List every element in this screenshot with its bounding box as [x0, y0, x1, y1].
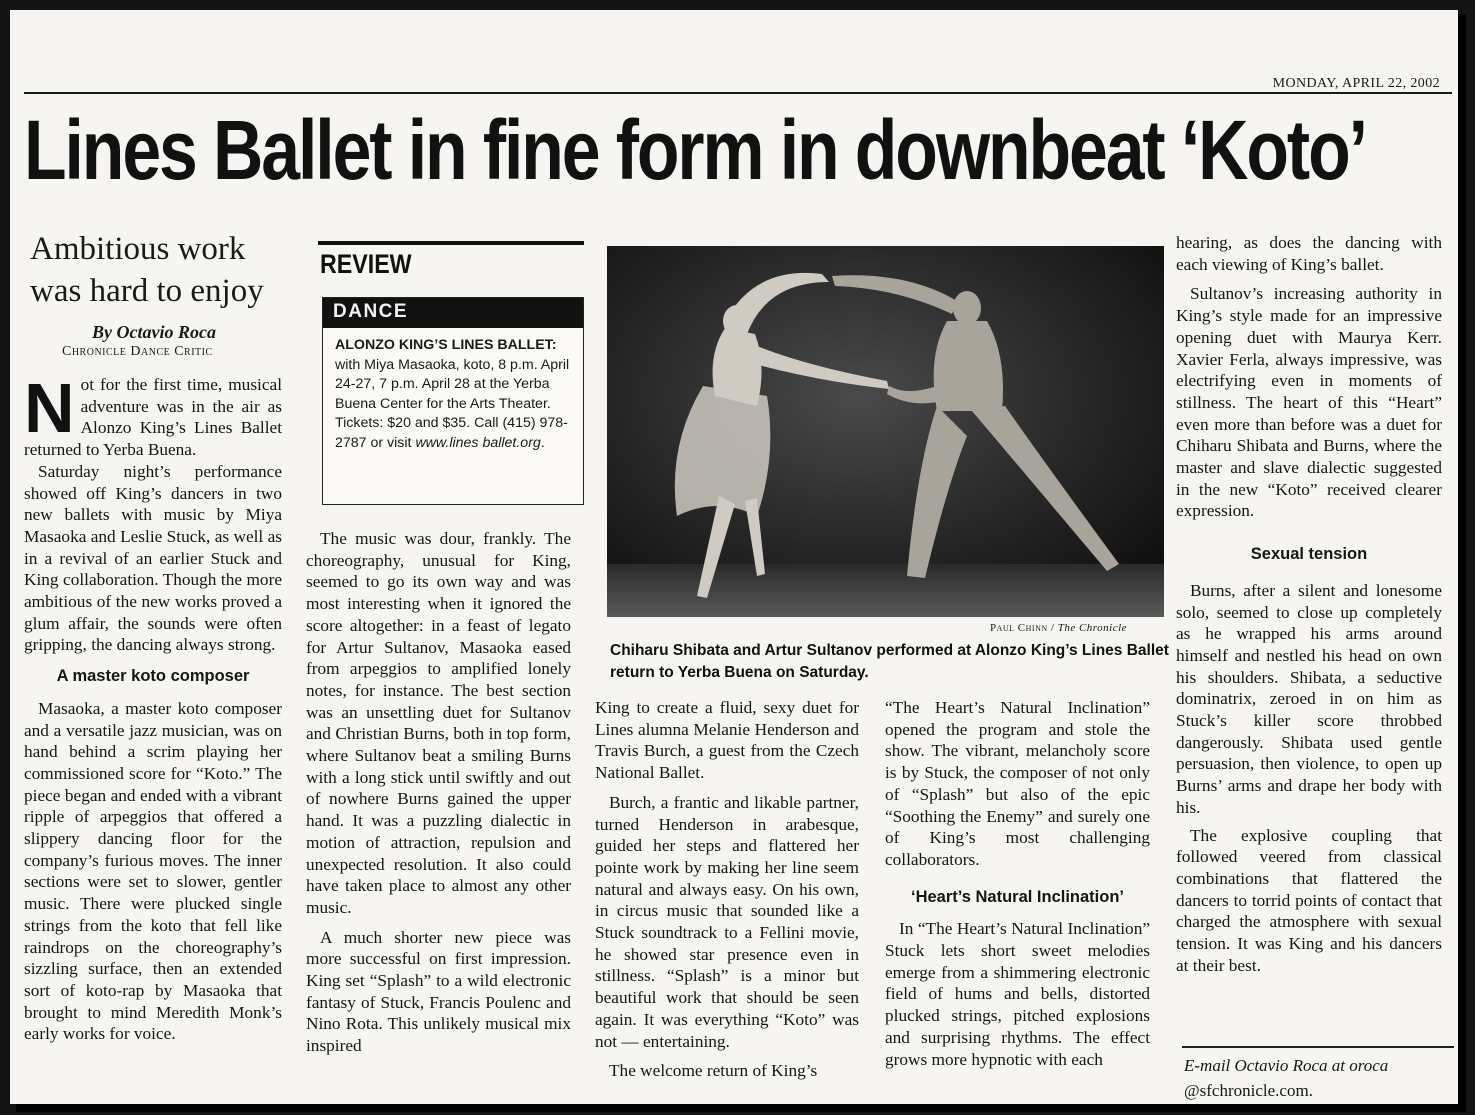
end-rule: [1182, 1046, 1454, 1048]
review-label: REVIEW: [320, 249, 412, 279]
event-info-box: [322, 297, 584, 505]
photo-credit: Paul Chinn / The Chronicle: [990, 622, 1128, 634]
article-column-1: [24, 369, 282, 1045]
paragraph: hearing, as does the dancing with each viewing of King’s ballet.: [1176, 233, 1442, 274]
photo-caption: Chiharu Shibata and Artur Sultanov performed at Alonzo King’s Lines Ballet return to Yerba Buena on Saturday.: [610, 642, 1169, 681]
drop-cap: N: [24, 369, 75, 447]
paragraph: ot for the first time, musical adventure was in the air as Alonzo King’s Lines Ballet returned to Yerba Buena.: [24, 375, 282, 460]
subhead: Sexual tension: [1250, 545, 1368, 564]
paragraph: In “The Heart’s Natural Inclination” Stuck lets short sweet melodies emerge from a shimmering electronic field of hums and bells, distorted plucked strings, pitched explosions and surprising rhythms. The effect grows more hypnotic with each: [885, 919, 1150, 1069]
info-box-url: www.lines ballet.org: [415, 434, 541, 451]
paragraph: The music was dour, frankly. The choreography, unusual for King, seemed to go its own way and was most interesting when it ignored the score altogether: in a feast of legato for Artur Sultanov, Masaoka eased from arpeggios to amplified lonely notes, for instance. The best section was an unsettling duet for Sultanov and Christian Burns, both in top form, where Sultanov beat a smiling Burns with a long stick until swiftly and out of nowhere Burns gained the upper hand. It was a puzzling dialectic in motion of attraction, repulsion and unexpected resolution. It also could have taken place to almost any other music.: [306, 529, 571, 917]
paragraph: A much shorter new piece was more successful on first impression. King set “Splash” to a wild electronic fantasy of Stuck, Francis Poulenc and Nino Rota. This unlikely musical mix inspired: [306, 927, 571, 1056]
paragraph: Saturday night’s performance showed off King’s dancers in two new ballets with music by Miya Masaoka and Leslie Stuck, as well as in a revival of an earlier Stuck and King collaboration. Though the more ambitious of the new works proved a glum affair, the sounds were often gripping, the dancing always strong.: [24, 461, 282, 655]
paragraph: King to create a fluid, sexy duet for Lines alumna Melanie Henderson and Travis Burch, a guest from the Czech National Ballet.: [595, 698, 859, 783]
subhead: A master koto composer: [56, 667, 250, 686]
article-column-3: [595, 697, 859, 1082]
email-line-2: @sfchronicle.com.: [1184, 1081, 1313, 1100]
photo-credit-name: Paul Chinn: [990, 622, 1048, 634]
article-column-5: [1176, 232, 1442, 977]
author-email: [1184, 1053, 1388, 1103]
paragraph: The explosive coupling that followed veered from classical combinations that flattered the dancers to torrid points of contact that charged the atmosphere with sexual tension. It was King and his dancers at their best.: [1176, 825, 1442, 975]
subhead: ‘Heart’s Natural Inclination’: [910, 887, 1125, 906]
paragraph: “The Heart’s Natural Inclination” opened the program and stole the show. The vibrant, melancholy score is by Stuck, the composer of not only of “Splash” but also of the epic “Soothing the Enemy” and surely one of King’s most challenging collaborators.: [885, 698, 1150, 869]
email-line-1: E-mail Octavio Roca at oroca: [1184, 1056, 1389, 1075]
info-box-body: [323, 328, 583, 454]
info-box-url-end: .: [540, 434, 545, 451]
paragraph: The welcome return of King’s: [609, 1061, 818, 1081]
masthead-rule: [24, 92, 1452, 94]
headline: Lines Ballet in fine form in downbeat ‘Koto’: [24, 103, 1366, 197]
info-box-heading: DANCE: [323, 298, 583, 328]
info-box-lead: ALONZO KING’S LINES BALLET:: [335, 337, 557, 353]
byline-title: Chronicle Dance Critic: [62, 344, 213, 359]
deck-line-2: was hard to enjoy: [30, 273, 264, 309]
photo-credit-org: The Chronicle: [1057, 622, 1128, 634]
byline: By Octavio Roca: [92, 322, 216, 342]
paragraph: Burch, a frantic and likable partner, turned Henderson in arabesque, guided her steps and flattered her pointe work by making her line seem natural and always easy. On his own, in circus music that sounded like a Stuck soundtrack to a Fellini movie, he showed star presence even in stillness. “Splash” is a minor but beautiful work that should be seen again. It was everything “Koto” was not — entertaining.: [595, 792, 859, 1051]
deck: [30, 228, 264, 312]
article-column-4: [885, 697, 1150, 1070]
dance-photo: [607, 246, 1164, 617]
info-box-details: with Miya Masaoka, koto, 8 p.m. April 24-27, 7 p.m. April 28 at the Yerba Buena Center for the Arts Theater. Tickets: $20 and $35. Call (415) 978-2787 or visit: [335, 356, 570, 451]
deck-line-1: Ambitious work: [30, 231, 246, 267]
dateline: MONDAY, APRIL 22, 2002: [1272, 76, 1440, 91]
article-column-2: [306, 528, 571, 1057]
paragraph: Masaoka, a master koto composer and a versatile jazz musician, was on hand behind a scrim playing her commissioned score for “Koto.” The piece began and ended with a vibrant ripple of arpeggios that offered a slippery dancing floor for the company’s furious moves. The inner sections were set to slower, gentler music. There were plucked single strings from the koto that fell like raindrops on the choreography’s sizzling surface, then an extended sort of koto-rap by Masaoka that brought to mind Meredith Monk’s early works for voice.: [24, 698, 282, 1044]
paragraph: Burns, after a silent and lonesome solo, seemed to close up completely as he wrapped his arms around himself and nestled his head on own his shoulders. Shibata, a seductive dominatrix, zeroed in on him as Stuck’s killer score throbbed dangerously. Shibata used gentle persuasion, then violence, to open up Burns’ arms and drape her body with his.: [1176, 580, 1442, 817]
paragraph: Sultanov’s increasing authority in King’s style made for an impressive opening duet with Maurya Kerr. Xavier Ferla, always impressive, was electrifying even in moments of stillness. The heart of this “Heart” even more than before was a duet for Chiharu Shibata and Burns, where the master and slave dialectic suggested in the new “Koto” received clearer expression.: [1176, 284, 1442, 521]
newspaper-clipping: [10, 10, 1458, 1104]
review-rule: [318, 241, 584, 245]
